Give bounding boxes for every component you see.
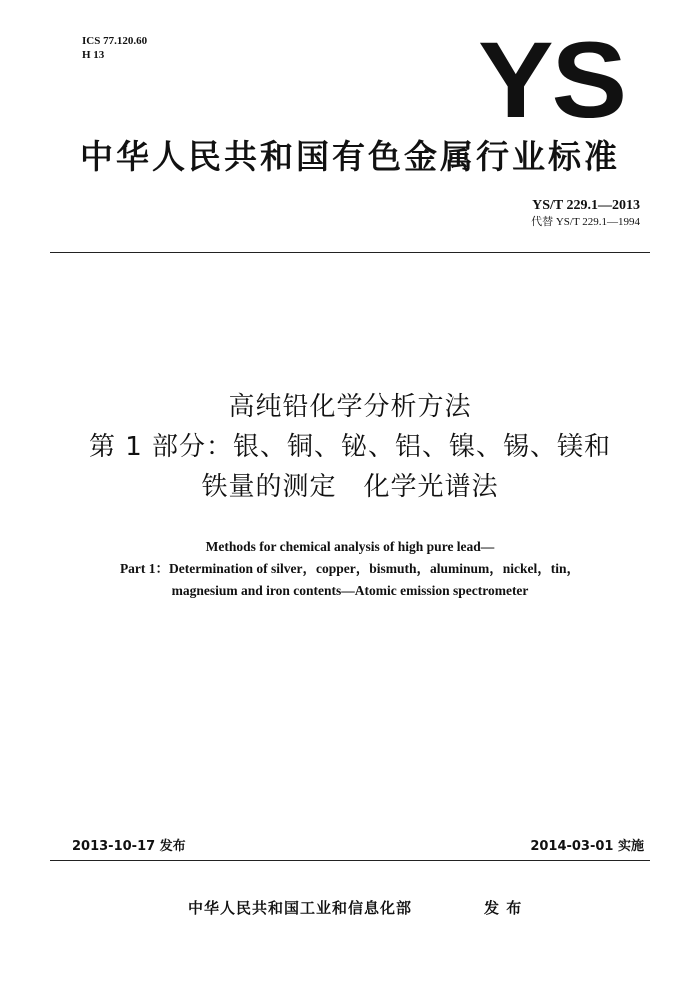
chinese-title-line-1: 高纯铅化学分析方法 [228,392,472,422]
standard-number: YS/T 229.1—2013 [532,198,640,213]
issue-action: 发 布 [484,899,523,917]
ys-logo: YS [478,19,626,140]
chinese-title-line-2: 第 1 部分：银、铜、铋、铝、镍、锡、镁和 [88,432,612,462]
english-title-line-1: Methods for chemical analysis of high pure lead— [205,539,495,554]
english-title-line-3: magnesium and iron contents—Atomic emission spectrometer [171,583,529,598]
ccs-code: H 13 [82,49,105,61]
chinese-title-line-3: 铁量的测定 化学光谱法 [201,472,499,502]
issue-date: 2013-10-17 发布 [72,839,186,854]
replaced-standard: 代替 YS/T 229.1—1994 [531,216,640,228]
implementation-date: 2014-03-01 实施 [530,839,644,854]
header-divider [50,252,650,253]
ics-code: ICS 77.120.60 [82,35,148,47]
issuing-authority: 中华人民共和国工业和信息化部 [188,899,413,917]
english-title-line-2: Part 1：Determination of silver，copper，bismuth，aluminum，nickel，tin， [119,561,581,576]
footer-divider [50,860,650,861]
industry-standard-title: 中华人民共和国有色金属行业标准 [80,137,620,176]
